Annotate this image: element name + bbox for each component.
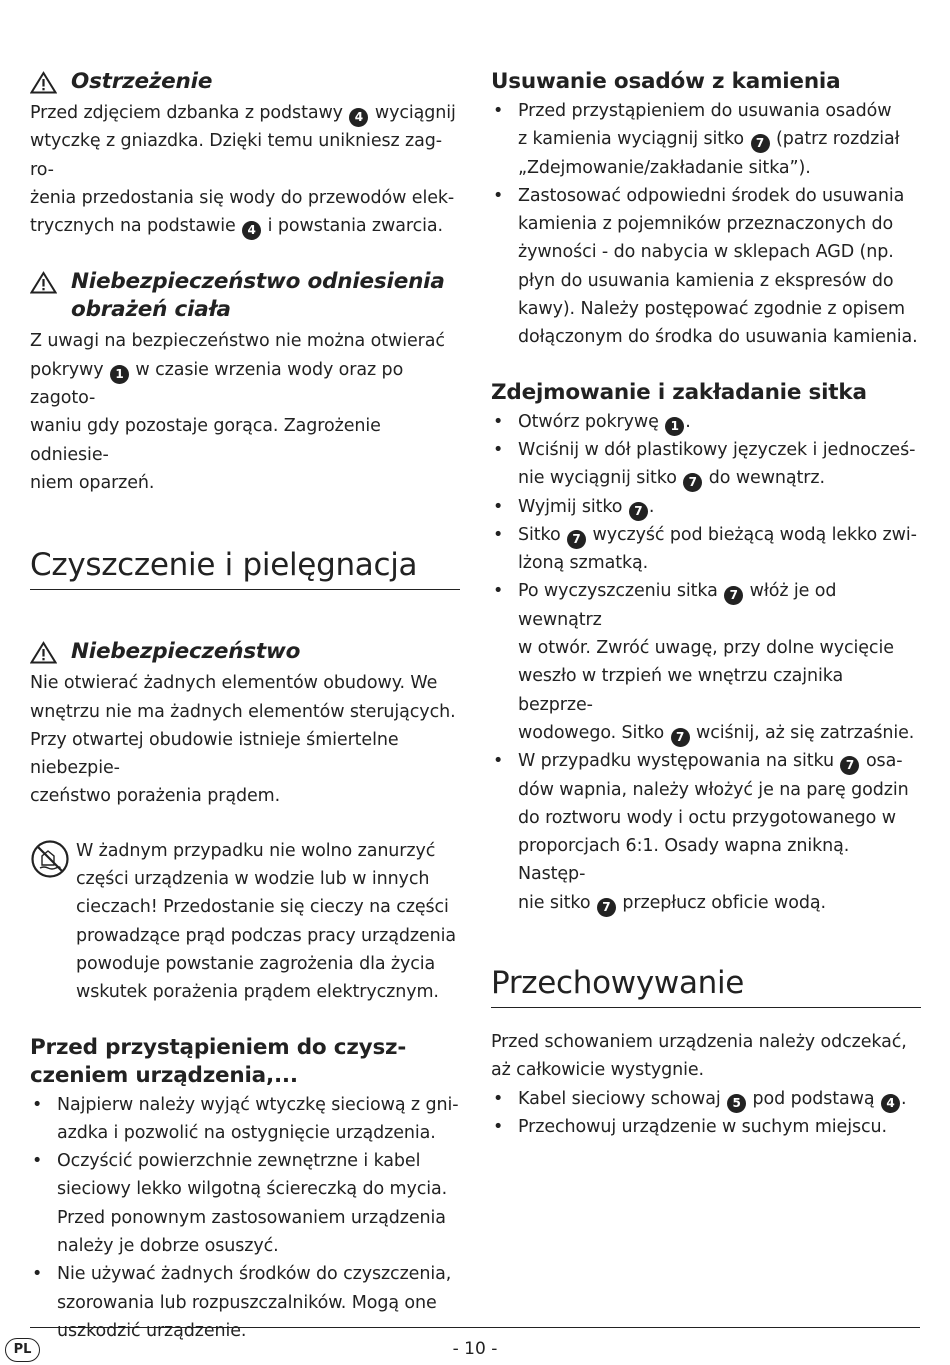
right-column (491, 68, 921, 1141)
warning-triangle-icon (30, 641, 57, 664)
ref-lid-badge: 1 (665, 417, 684, 436)
ref-cable-badge: 5 (727, 1094, 746, 1113)
ref-filter-badge: 7 (751, 134, 770, 153)
no-immersion-note (30, 837, 460, 1007)
warning-triangle-icon (30, 271, 57, 294)
list-item: • Przed przystąpieniem do usuwania osadów z kamienia wyciągnij sitko 7 (patrz rozdział „Zdejmowanie/zakładanie sitka”). (491, 97, 921, 182)
filter-list (491, 408, 921, 917)
list-item: • Kabel sieciowy schowaj 5 pod podstawą 4 . (491, 1085, 921, 1113)
list-item: • Przechowuj urządzenie w suchym miejscu. (491, 1113, 921, 1141)
descaling-list (491, 97, 921, 352)
list-item: • W przypadku występowania na sitku 7 osa- dów wapnia, należy włożyć je na parę godzin do roztworu wody i octu przygotowanego w proporcjach 6:1. Osady wapna znikną. Następ- nie sitko 7 przepłucz obficie wodą. (491, 747, 921, 917)
ref-base-badge: 4 (349, 108, 368, 127)
language-badge: PL (5, 1338, 40, 1362)
no-water-immersion-icon (30, 839, 70, 879)
note-text: W żadnym przypadku nie wolno zanurzyć części urządzenia w wodzie lub w innych cieczach! Przedostanie się cieczy na części prowadzące prąd podczas pracy urządzenia powoduje powstanie zagrożenia dla życia wskutek porażenia prądem elektrycznym. (76, 840, 456, 1003)
list-item: • Wciśnij w dół plastikowy języczek i jednocześ- nie wyciągnij sitko 7 do wewnątrz. (491, 436, 921, 493)
warning-title: Ostrzeżenie (71, 69, 213, 94)
list-item: • Wyjmij sitko 7 . (491, 493, 921, 521)
injury-warning-heading: Niebezpieczeństwo odniesienia obrażeń ciała (30, 268, 460, 324)
ref-lid-badge: 1 (110, 365, 129, 384)
storage-text: Przed schowaniem urządzenia należy odczekać, aż całkowicie wystygnie. (491, 1032, 907, 1081)
section-title-storage: Przechowywanie (491, 963, 921, 1008)
warning-triangle-icon (30, 71, 57, 94)
ref-base-badge: 4 (242, 221, 261, 240)
ref-filter-badge: 7 (683, 473, 702, 492)
danger-text: Nie otwierać żadnych elementów obudowy. We wnętrzu nie ma żadnych elementów sterujących. Przy otwartej obudowie istnieje śmiertelne niebezpie- czeństwo porażenia prądem. (30, 673, 456, 807)
list-item: • Zastosować odpowiedni środek do usuwania kamienia z pojemników przeznaczonych do żywności - do nabycia w sklepach AGD (np. płyn do usuwania kamienia z ekspresów do kawy). Należy postępować zgodnie z opisem dołączonym do środka do usuwania kamienia. (491, 182, 921, 352)
warning-text: Przed zdjęciem dzbanka z podstawy 4 wyciągnij wtyczkę z gniazdka. Dzięki temu unikniesz zag-ro- żenia przedostania się wody do przewodów elek- trycznych na podstawie 4 i powstania zwarcia. (30, 99, 460, 240)
list-item: • Otwórz pokrywę 1 . (491, 408, 921, 436)
storage-list (491, 1085, 921, 1142)
ref-filter-badge: 7 (840, 756, 859, 775)
list-item: • Sitko 7 wyczyść pod bieżącą wodą lekko zwi- lżoną szmatką. (491, 521, 921, 578)
danger-heading: Niebezpieczeństwo (30, 638, 460, 666)
injury-warning-text: Z uwagi na bezpieczeństwo nie można otwierać pokrywy 1 w czasie wrzenia wody oraz po zagoto- waniu gdy pozostaje gorąca. Zagrożenie odniesie- niem oparzeń. (30, 331, 445, 493)
ref-filter-badge: 7 (567, 530, 586, 549)
warning-heading (30, 68, 460, 96)
ref-base-badge: 4 (881, 1094, 900, 1113)
section-title-cleaning: Czyszczenie i pielęgnacja (30, 545, 460, 590)
left-column (30, 68, 460, 1345)
ref-filter-badge: 7 (671, 728, 690, 747)
list-item: • Oczyścić powierzchnie zewnętrzne i kabel sieciowy lekko wilgotną ściereczką do mycia. Przed ponownym zastosowaniem urządzenia należy je dobrze osuszyć. (30, 1147, 460, 1260)
descaling-heading: Usuwanie osadów z kamienia (491, 69, 841, 94)
ref-filter-badge: 7 (724, 586, 743, 605)
before-cleaning-heading: Przed przystąpieniem do czysz- czeniem urządzenia,... (30, 1034, 407, 1088)
list-item: • Nie używać żadnych środków do czyszczenia, szorowania lub rozpuszczalników. Mogą one uszkodzić urządzenie. (30, 1260, 460, 1345)
ref-filter-badge: 7 (629, 502, 648, 521)
page-number: - 10 - (452, 1339, 498, 1359)
filter-heading: Zdejmowanie i zakładanie sitka (491, 379, 867, 405)
footer-divider (30, 1327, 920, 1328)
list-item: • Po wyczyszczeniu sitka 7 włóż je od wewnątrz w otwór. Zwróć uwagę, przy dolne wycięcie weszło w trzpień we wnętrzu czajnika bezprze- wodowego. Sitko 7 wciśnij, aż się zatrzaśnie. (491, 577, 921, 747)
ref-filter-badge: 7 (597, 898, 616, 917)
list-item: • Najpierw należy wyjąć wtyczkę sieciową z gni- azdka i pozwolić na ostygnięcie urządzenia. (30, 1091, 460, 1148)
before-cleaning-list (30, 1091, 460, 1346)
